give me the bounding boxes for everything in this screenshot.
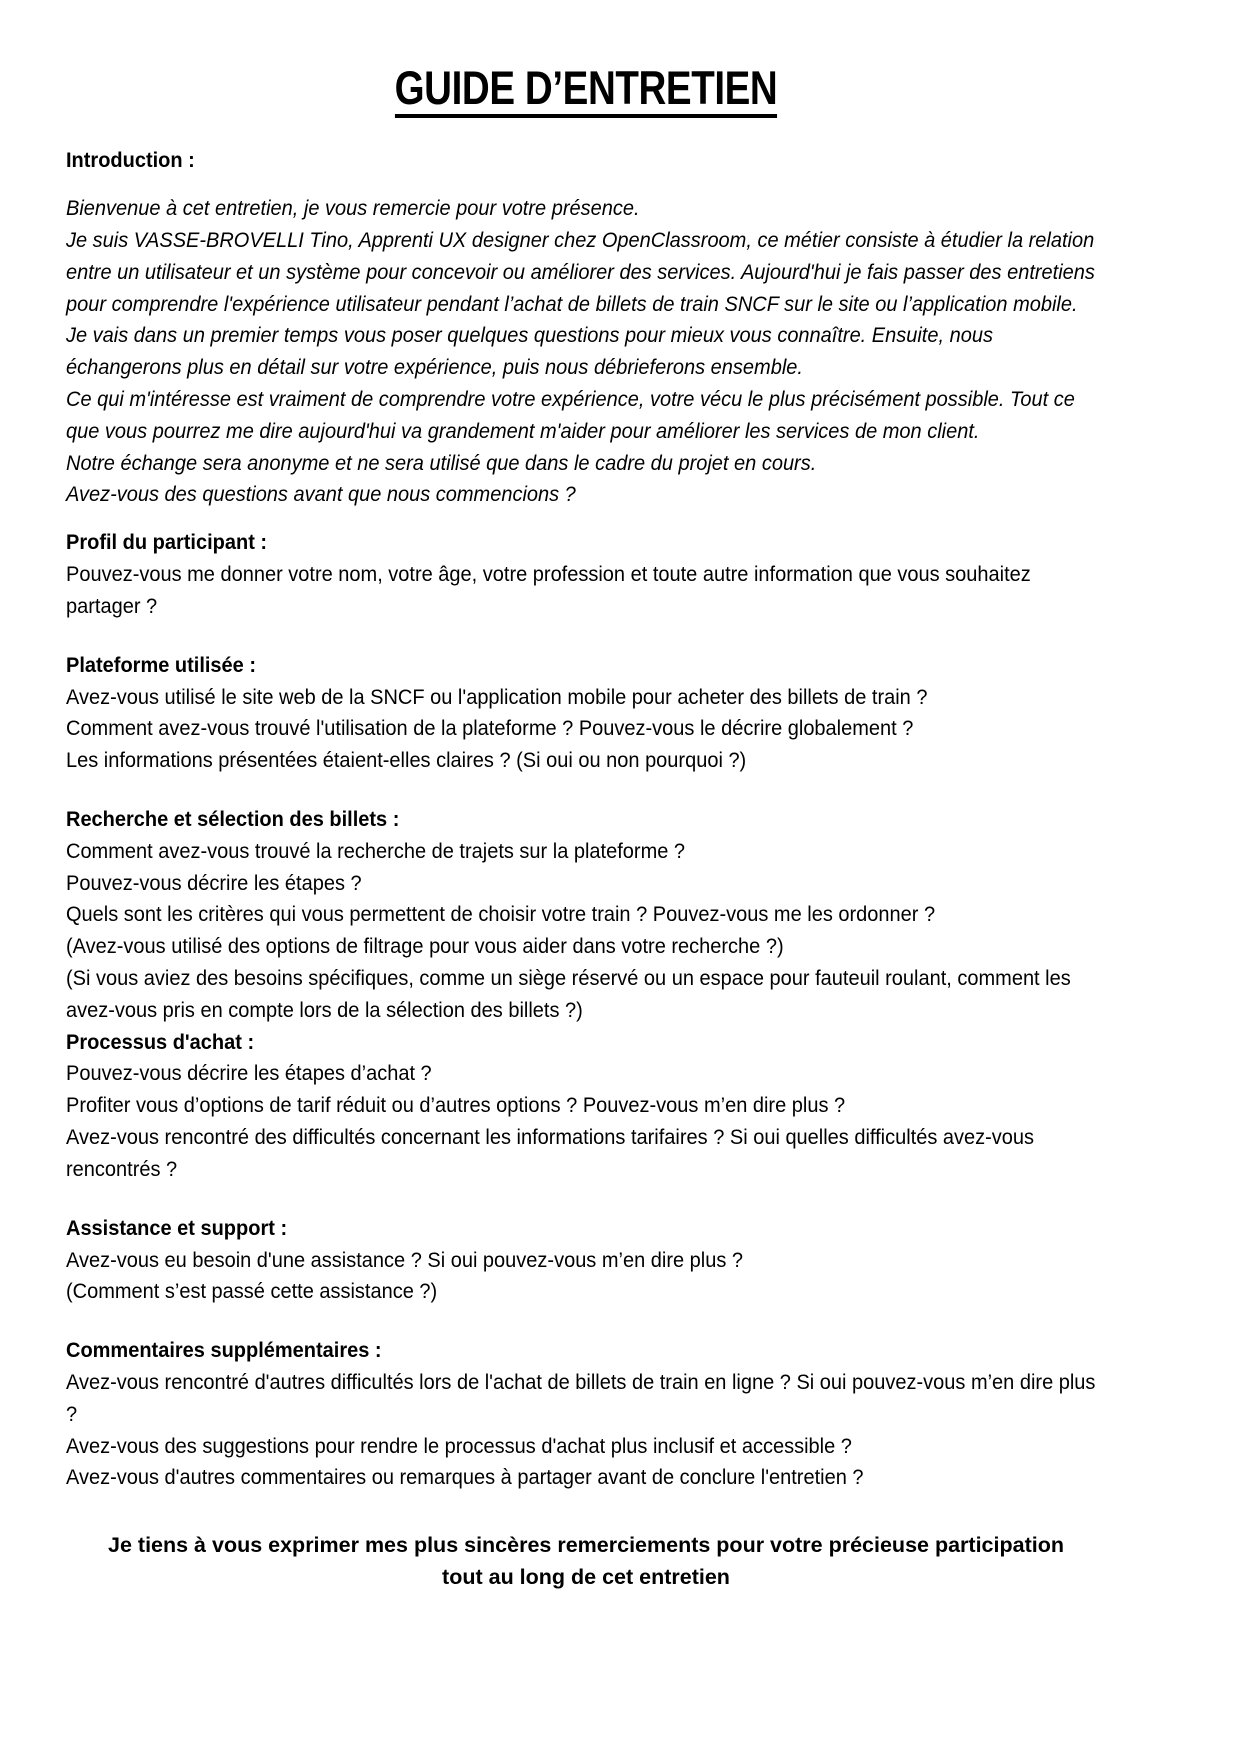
- paragraph-line: Notre échange sera anonyme et ne sera utilisé que dans le cadre du projet en cours.: [66, 450, 817, 475]
- paragraph-line: Quels sont les critères qui vous permettent de choisir votre train ? Pouvez-vous me les ordonner ?: [66, 902, 936, 927]
- section-heading-commentaires: Commentaires supplémentaires :: [66, 1338, 382, 1363]
- paragraph-line: (Comment s’est passé cette assistance ?): [66, 1279, 438, 1304]
- paragraph-line: Pouvez-vous décrire les étapes d’achat ?: [66, 1061, 432, 1086]
- paragraph-line: Profiter vous d’options de tarif réduit ou d’autres options ? Pouvez-vous m’en dire plus ?: [66, 1093, 846, 1118]
- section-body-commentaires: [66, 1367, 1106, 1494]
- spacer: [66, 1521, 1106, 1529]
- spacer: [66, 1186, 1106, 1213]
- section-body-plateforme: [66, 682, 1106, 777]
- spacer: [66, 511, 1106, 527]
- section-heading-plateforme: Plateforme utilisée :: [66, 652, 257, 677]
- section-heading-recherche: Recherche et sélection des billets :: [66, 806, 400, 831]
- paragraph-line: Avez-vous d'autres commentaires ou remarques à partager avant de conclure l'entretien ?: [66, 1465, 864, 1490]
- section-heading-processus: Processus d'achat :: [66, 1029, 255, 1054]
- spacer: [66, 623, 1106, 650]
- section-body-processus: [66, 1058, 1106, 1185]
- paragraph-line: Pouvez-vous décrire les étapes ?: [66, 870, 362, 895]
- section-body-profil: [66, 559, 1106, 623]
- spacer: [66, 118, 1106, 145]
- page-title: [160, 0, 1013, 118]
- section-body-introduction: [66, 193, 1106, 511]
- paragraph-line: Bienvenue à cet entretien, je vous remercie pour votre présence.: [66, 196, 640, 221]
- section-body-assistance: [66, 1245, 1106, 1309]
- spacer: [66, 1308, 1106, 1335]
- spacer: [66, 777, 1106, 804]
- paragraph-line: (Avez-vous utilisé des options de filtrage pour vous aider dans votre recherche ?): [66, 934, 784, 959]
- paragraph-line: Avez-vous des suggestions pour rendre le processus d'achat plus inclusif et accessible ?: [66, 1433, 852, 1458]
- closing-thanks: Je tiens à vous exprimer mes plus sincères remerciements pour votre précieuse participation tout au long de cet entretien: [108, 1533, 1064, 1590]
- paragraph-line: Les informations présentées étaient-elles claires ? (Si oui ou non pourquoi ?): [66, 748, 747, 773]
- section-body-recherche: [66, 836, 1106, 1027]
- spacer: [66, 1494, 1106, 1521]
- paragraph-line: Avez-vous utilisé le site web de la SNCF ou l'application mobile pour acheter des billets de train ?: [66, 684, 928, 709]
- section-heading-introduction: Introduction :: [66, 148, 195, 173]
- section-heading-profil: Profil du participant :: [66, 530, 268, 555]
- paragraph-line: Je suis VASSE-BROVELLI Tino, Apprenti UX designer chez OpenClassroom, ce métier consiste à étudier la relation entre un utilisateur et un système pour concevoir ou améliorer des services. Aujourd'hui je fais passer des entretiens pour comprendre l'expérience utilisateur pendant l’achat de billets de train SNCF sur le site ou l’application mobile.: [66, 227, 1095, 316]
- paragraph-line: Avez-vous rencontré des difficultés concernant les informations tarifaires ? Si oui quelles difficultés avez-vous rencontrés ?: [66, 1125, 1035, 1181]
- paragraph-line: Ce qui m'intéresse est vraiment de comprendre votre expérience, votre vécu le plus précisément possible. Tout ce que vous pourrez me dire aujourd'hui va grandement m'aider pour améliorer les services de mon client.: [66, 387, 1075, 443]
- page-title-text: GUIDE D’ENTRETIEN: [395, 63, 778, 118]
- document-body: [66, 0, 1106, 1594]
- paragraph-line: Pouvez-vous me donner votre nom, votre âge, votre profession et toute autre information que vous souhaitez partager ?: [66, 562, 1031, 618]
- paragraph-line: Je vais dans un premier temps vous poser quelques questions pour mieux vous connaître. Ensuite, nous échangerons plus en détail sur votre expérience, puis nous débrieferons ensemble.: [66, 323, 993, 380]
- paragraph-line: Comment avez-vous trouvé la recherche de trajets sur la plateforme ?: [66, 838, 686, 863]
- section-heading-assistance: Assistance et support :: [66, 1215, 288, 1240]
- paragraph-line: Avez-vous eu besoin d'une assistance ? Si oui pouvez-vous m’en dire plus ?: [66, 1247, 744, 1272]
- paragraph-line: Avez-vous rencontré d'autres difficultés lors de l'achat de billets de train en ligne ? Si oui pouvez-vous m’en dire plus ?: [66, 1369, 1096, 1426]
- spacer: [66, 177, 1106, 193]
- paragraph-line: Comment avez-vous trouvé l'utilisation de la plateforme ? Pouvez-vous le décrire globalement ?: [66, 716, 914, 741]
- paragraph-line: Avez-vous des questions avant que nous commencions ?: [66, 482, 576, 507]
- paragraph-line: (Si vous aviez des besoins spécifiques, comme un siège réservé ou un espace pour fauteuil roulant, comment les avez-vous pris en compte lors de la sélection des billets ?): [66, 966, 1071, 1022]
